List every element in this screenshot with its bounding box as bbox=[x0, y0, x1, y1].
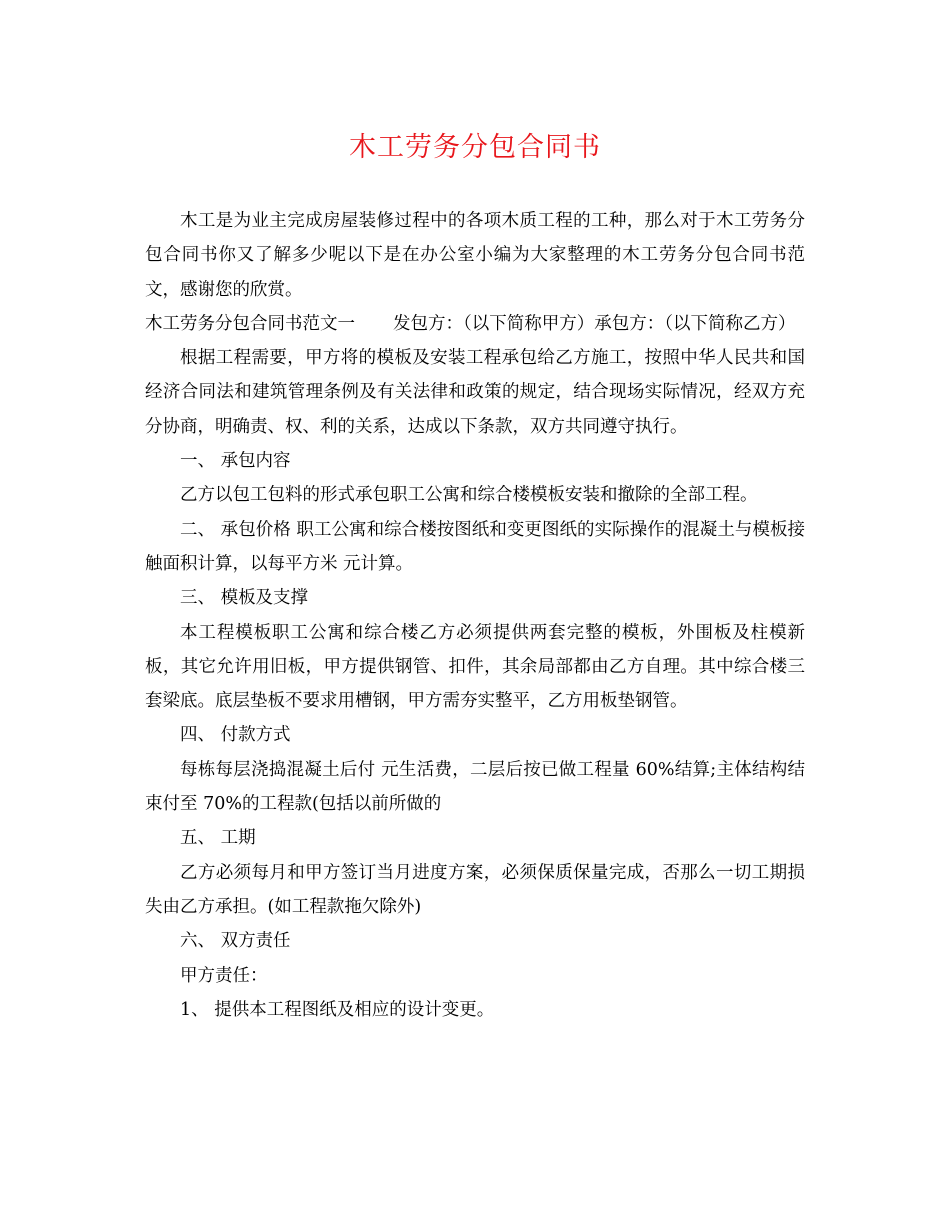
document-body bbox=[145, 204, 805, 1027]
preamble-paragraph: 根据工程需要，甲方将的模板及安装工程承包给乙方施工，按照中华人民共和国经济合同法和建筑管理条例及有关法律和政策的规定，结合现场实际情况，经双方充分协商，明确责、权、利的关系，达成以下条款，双方共同遵守执行。 bbox=[145, 348, 805, 437]
section6-heading: 六、 双方责任 bbox=[180, 931, 291, 952]
section1-heading: 一、 承包内容 bbox=[180, 451, 291, 472]
section5-paragraph: 乙方必须每月和甲方签订当月进度方案，必须保质保量完成，否那么一切工期损失由乙方承担。(如工程款拖欠除外) bbox=[145, 862, 805, 917]
section2-paragraph: 二、 承包价格 职工公寓和综合楼按图纸和变更图纸的实际操作的混凝土与模板接触面积计算，以每平方米 元计算。 bbox=[145, 519, 805, 574]
section4-heading: 四、 付款方式 bbox=[180, 725, 291, 746]
sample-heading: 木工劳务分包合同书范文一 bbox=[145, 313, 355, 334]
section4-paragraph: 每栋每层浇捣混凝土后付 元生活费，二层后按已做工程量 60%结算;主体结构结束付至 70%的工程款(包括以前所做的 bbox=[145, 759, 805, 815]
party-a-heading: 甲方责任： bbox=[180, 965, 268, 986]
list-item: 1、 提供本工程图纸及相应的设计变更。 bbox=[180, 999, 495, 1020]
section1-paragraph: 乙方以包工包料的形式承包职工公寓和综合楼模板安装和撤除的全部工程。 bbox=[180, 485, 758, 506]
intro-paragraph: 木工是为业主完成房屋装修过程中的各项木质工程的工种，那么对于木工劳务分包合同书你又了解多少呢以下是在办公室小编为大家整理的木工劳务分包合同书范文，感谢您的欣赏。 bbox=[145, 211, 805, 300]
section5-heading: 五、 工期 bbox=[180, 828, 256, 849]
section3-paragraph: 本工程模板职工公寓和综合楼乙方必须提供两套完整的模板，外围板及柱模新板，其它允许用旧板，甲方提供钢管、扣件，其余局部都由乙方自理。其中综合楼三套梁底。底层垫板不要求用槽钢，甲方需夯实整平，乙方用板垫钢管。 bbox=[145, 622, 805, 712]
document-title: 木工劳务分包合同书 bbox=[349, 132, 601, 163]
sample-paragraph bbox=[145, 307, 805, 341]
parties-text: 发包方：（以下简称甲方）承包方：（以下简称乙方） bbox=[393, 313, 796, 334]
section3-heading: 三、 模板及支撑 bbox=[180, 588, 309, 609]
